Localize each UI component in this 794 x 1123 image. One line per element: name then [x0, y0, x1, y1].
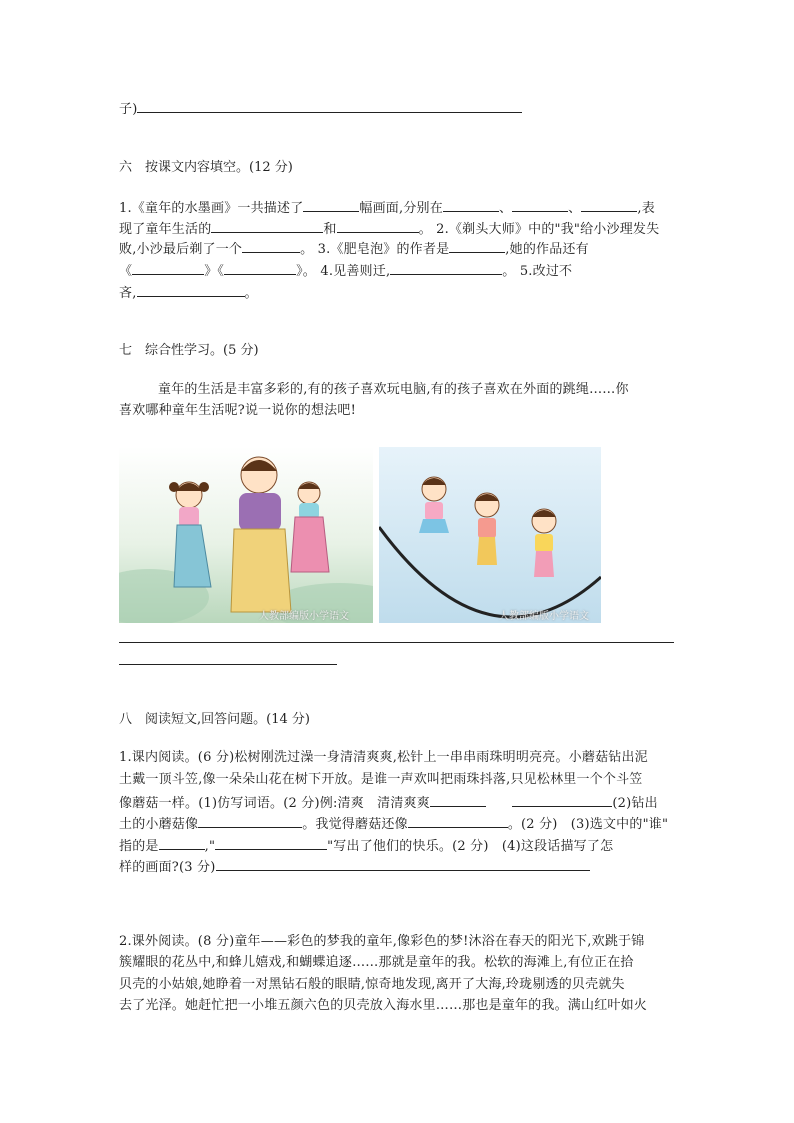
answer-blank[interactable]	[132, 262, 204, 275]
answer-blank[interactable]	[137, 284, 245, 297]
s6-line-2	[119, 220, 659, 238]
s6-text: 》。 4.见善则迁,	[296, 264, 391, 279]
s6-text: 吝,	[119, 286, 137, 301]
s8-q2-line-2: 簇耀眼的花丛中,和蜂儿嬉戏,和蝴蝶追逐……那就是童年的我。松软的海滩上,有位正在拾	[119, 955, 634, 970]
section-7-heading: 七 综合性学习。(5 分)	[119, 343, 259, 358]
answer-blank[interactable]	[242, 240, 300, 253]
s6-text: 、	[498, 201, 513, 216]
s7-paragraph-line-1: 童年的生活是丰富多彩的,有的孩子喜欢玩电脑,有的孩子喜欢在外面的跳绳……你	[158, 382, 629, 397]
jump-rope-illustration	[379, 447, 601, 623]
answer-line[interactable]	[119, 664, 337, 665]
s8-q1-line-6	[119, 858, 590, 876]
s8-q1-line-2: 土戴一顶斗笠,像一朵朵山花在树下开放。是谁一声欢叫把雨珠抖落,只见松林里一个个斗笠	[119, 772, 643, 787]
answer-blank[interactable]	[390, 262, 502, 275]
s8-q2-line-3: 贝壳的小姑娘,她睁着一对黑钻石般的眼睛,惊奇地发现,离开了大海,玲珑剔透的贝壳就失	[119, 977, 625, 992]
s8-text: (2)钻出	[612, 796, 658, 811]
s8-text: 样的画面?(3 分)	[119, 860, 216, 875]
s6-text: 》《	[204, 264, 225, 279]
section-8-heading: 八 阅读短文,回答问题。(14 分)	[119, 712, 310, 727]
answer-blank[interactable]	[512, 199, 568, 212]
s8-q1-line-3	[119, 794, 658, 812]
answer-blank[interactable]	[443, 199, 499, 212]
answer-blank[interactable]	[430, 794, 486, 807]
s6-line-4	[119, 262, 572, 280]
answer-blank[interactable]	[337, 220, 419, 233]
answer-blank[interactable]	[137, 100, 522, 113]
s8-text: 土的小蘑菇像	[119, 817, 199, 832]
answer-blank[interactable]	[224, 262, 296, 275]
answer-blank[interactable]	[303, 199, 359, 212]
s8-q2-line-4: 去了光泽。她赶忙把一小堆五颜六色的贝壳放入海水里……那也是童年的我。满山红叶如火	[119, 998, 648, 1013]
answer-blank[interactable]	[211, 220, 323, 233]
s6-text: 和	[323, 222, 337, 237]
s6-text: 幅画面,分别在	[359, 201, 443, 216]
s8-text: 。我觉得蘑菇还像	[302, 817, 408, 832]
s6-text: 1.《童年的水墨画》一共描述了	[119, 201, 304, 216]
answer-blank[interactable]	[198, 815, 302, 828]
s6-text: ,她的作品还有	[505, 242, 589, 257]
s8-q2-line-1: 2.课外阅读。(8 分)童年——彩色的梦我的童年,像彩色的梦!沐浴在春天的阳光下,欢跳于锦	[119, 934, 645, 949]
answer-blank[interactable]	[512, 794, 612, 807]
answer-blank[interactable]	[215, 837, 327, 850]
answer-blank[interactable]	[408, 815, 508, 828]
answer-blank[interactable]	[581, 199, 637, 212]
s8-q1-line-5	[119, 837, 613, 855]
s6-text: 现了童年生活的	[119, 222, 212, 237]
s6-text: 败,小沙最后剃了一个	[119, 242, 243, 257]
jump-rope-drawing	[379, 447, 601, 623]
answer-blank[interactable]	[216, 858, 590, 871]
s8-q1-line-1: 1.课内阅读。(6 分)松树刚洗过澡一身清清爽爽,松针上一串串雨珠明明亮亮。小蘑菇钻出泥	[119, 750, 648, 765]
watermark-caption: 人教部编版小学语文	[499, 611, 589, 622]
s8-text: 像蘑菇一样。(1)仿写词语。(2 分)例:清爽 清清爽爽	[119, 796, 430, 811]
s6-text: 。 2.《剃头大师》中的"我"给小沙理发失	[418, 222, 660, 237]
s8-text: ,"	[204, 839, 216, 854]
answer-line[interactable]	[119, 642, 674, 643]
s8-text: 。(2 分) (3)选文中的"谁"	[507, 817, 669, 832]
top-line	[119, 100, 522, 118]
answer-blank[interactable]	[449, 240, 505, 253]
section-6-heading: 六 按课文内容填空。(12 分)	[119, 160, 293, 175]
s8-text: 指的是	[119, 839, 159, 854]
s6-text: 《	[119, 264, 133, 279]
s6-text: 。 5.改过不	[502, 264, 573, 279]
s6-line-5	[119, 284, 258, 302]
s6-text: ,表	[637, 201, 655, 216]
s8-q1-line-4	[119, 815, 668, 833]
answer-blank[interactable]	[159, 837, 205, 850]
watermark-caption: 人教部编版小学语文	[259, 611, 349, 622]
sack-race-illustration	[119, 447, 373, 623]
s6-text: 、	[568, 201, 582, 216]
s6-line-1	[119, 199, 655, 217]
s7-paragraph-line-2: 喜欢哪种童年生活呢?说一说你的想法吧!	[119, 403, 356, 418]
s6-text: 。	[244, 286, 258, 301]
sack-race-drawing	[119, 447, 373, 623]
s6-line-3	[119, 240, 589, 258]
s6-text: 。 3.《肥皂泡》的作者是	[300, 242, 450, 257]
s8-text: "写出了他们的快乐。(2 分) (4)这段话描写了怎	[327, 839, 614, 854]
top-prefix: 子)	[119, 102, 138, 117]
